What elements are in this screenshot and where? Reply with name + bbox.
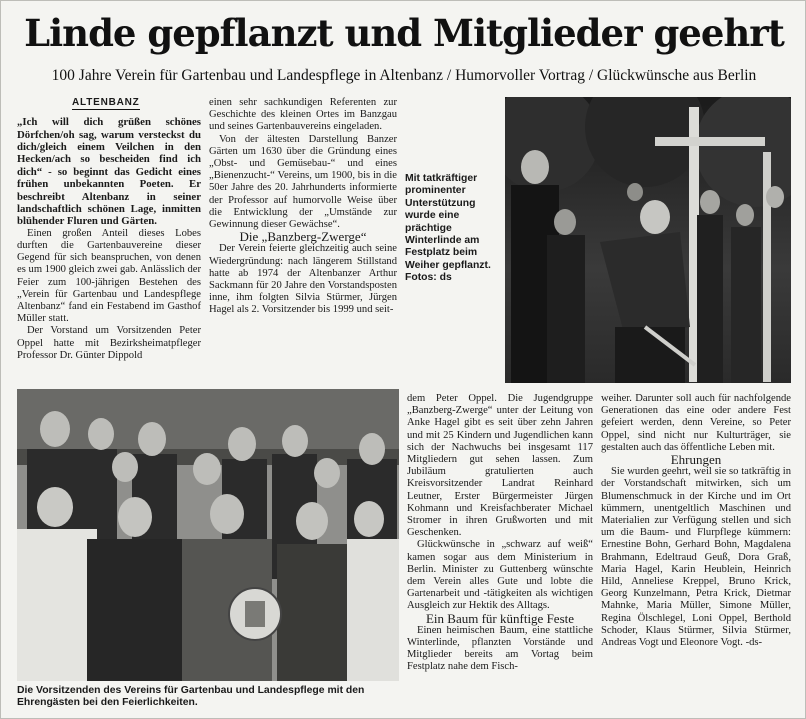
col2-subheading: Die „Banzberg-Zwerge“ (239, 229, 367, 245)
top-photo-caption: Mit tatkräftiger prominenter Unterstützung wurde eine prächtige Winterlinde am Festplatz beim Weiher gepflanzt. Fotos: ds (405, 173, 491, 284)
col2-paragraph-3: Der Verein feierte gleichzeitig auch seine Wiedergründung: nach längerem Stillstand hatte ab 1974 der Altenbanzer Arthur Sackmann für 20 Jahre den Vorstandsposten inne, ihm folgten Silvia Stürmer, Jürgen Hagel als 2. Vorsitzender bis 1999 und seit- (209, 243, 397, 316)
group-photo (17, 389, 399, 681)
lead-paragraph: „Ich will dich grüßen schönes Dörfchen/oh sag, warum versteckst du dich/gleich einem Veilchen in den Hecken/ach so bescheiden find ich dich“ - so beginnt das Gedicht eines frühen unbekannten Poeten. Er beschreibt Altenbanz in seiner landschaftlich schönen Lage, inmitten blühender Fluren und Gärten. (17, 116, 201, 228)
col3-paragraph-2: Glückwünsche in „schwarz auf weiß“ kamen sogar aus dem Ministerium in Berlin. Minister zu Guttenberg wünschte dem Verein alles Gute und lobte die Gartenarbeit und -tätigkeiten als wichtigen Ausgleich zur Hektik des Alltags. (407, 539, 593, 612)
col3-paragraph-1: dem Peter Oppel. Die Jugendgruppe „Banzberg-Zwerge“ unter der Leitung von Anke Hagel gibt es seit über zehn Jahren und mit 25 Kindern und Jugendlichen kann sich der Nachwuchs bei insgesamt 117 Mitgliedern gut sehen lassen. Zum Jubiläum gratulierten auch Kreisvorsitzender Landrat Reinhard Leutner, Erster Bürgermeister Jürgen Kohmann und Kreisfachberater Michael Stromer in ihren Grußworten und mit Geschenken. (407, 393, 593, 539)
col4-paragraph-2: Sie wurden geehrt, weil sie so tatkräftig in der Vorstandschaft mitwirken, sich um Blumenschmuck in der Kirche und im Ort kümmern, unentgeltlich Maschinen und Materialien zur Verfügung stellen und sich um die Baum- und Flurpflege kümmern: Ernestine Bohn, Gerhard Bohn, Magdalena Brahmann, Edeltraud Geuß, Dora Graß, Maria Hagel, Karin Heublein, Heinrich Hild, Anneliese Kreppel, Bruno Krick, Georg Kunzelmann, Petra Krick, Dietmar Mahnke, Maria Müller, Simone Müller, Regina Ölschlegel, Loni Oppel, Berthold Schoder, Klaus Stürmer, Silvia Stürmer, Andreas Vogt und Eleonore Vogt. -ds- (601, 466, 791, 649)
col2-paragraph-2: Von der ältesten Darstellung Banzer Gärten um 1630 über die Gründung eines „Obst- und Gemüsebau-“ und eines „Bienenzucht-“ Vereins, um 1900, bis in die 50er Jahre des 20. Jahrhunderts informierte der Professor auf humorvolle Weise über die Entwicklung der „Umstände zur Gewinnung dieser Gewächse“. (209, 133, 397, 231)
column-2 (209, 97, 397, 317)
col4-paragraph-1: weiher. Darunter soll auch für nachfolgende Generationen das eine oder andere Fest gefeiert werden, denn Vereine, so Peter Oppel, sind nicht nur Kulturträger, sie gestalten auch das öffentliche Leben mit. (601, 393, 791, 453)
dateline: ALTENBANZ (72, 97, 140, 110)
column-4 (601, 393, 791, 649)
article-headline: Linde gepflanzt und Mitglieder geehrt (24, 11, 784, 55)
col3-paragraph-3: Einen heimischen Baum, eine stattliche Winterlinde, pflanzten Vorstände und Mitglieder bereits am Vortag beim Festplatz nahe dem Fisch- (407, 624, 593, 673)
tree-planting-photo (505, 97, 791, 383)
column-1 (17, 97, 201, 362)
col4-subheading: Ehrungen (670, 452, 722, 468)
article-subheadline: 100 Jahre Verein für Gartenbau und Landespflege in Altenbanz / Humorvoller Vortrag / Glückwünsche aus Berlin (51, 67, 757, 84)
column-3 (407, 393, 593, 674)
group-photo-caption: Die Vorsitzenden des Vereins für Gartenbau und Landespflege mit den Ehrengästen bei den Feierlichkeiten. (17, 685, 365, 709)
col1-paragraph-1: Einen großen Anteil dieses Lobes durften die Gartenbauvereine dieser Gegend für sich beanspruchen, von denen es um 1900 gleich zwei gab. Anlässlich der Feier zum 100-jährigen Bestehen des „Verein für Gartenbau und Landespflege Altenbanz“ fand ein Festabend im Gasthof Müller statt. (17, 227, 201, 325)
group-photo-graphic (17, 389, 399, 681)
col3-subheading: Ein Baum für künftige Feste (425, 610, 575, 626)
tree-planting-photo-graphic (505, 97, 791, 383)
col1-paragraph-2: Der Vorstand um Vorsitzenden Peter Oppel hatte mit Bezirksheimatpfleger Professor Dr. Günter Dippold (17, 325, 201, 361)
col2-paragraph-1: einen sehr sachkundigen Referenten zur Geschichte des kleinen Ortes im Banzgau und seines Gartenbauvereins eingeladen. (209, 97, 397, 133)
